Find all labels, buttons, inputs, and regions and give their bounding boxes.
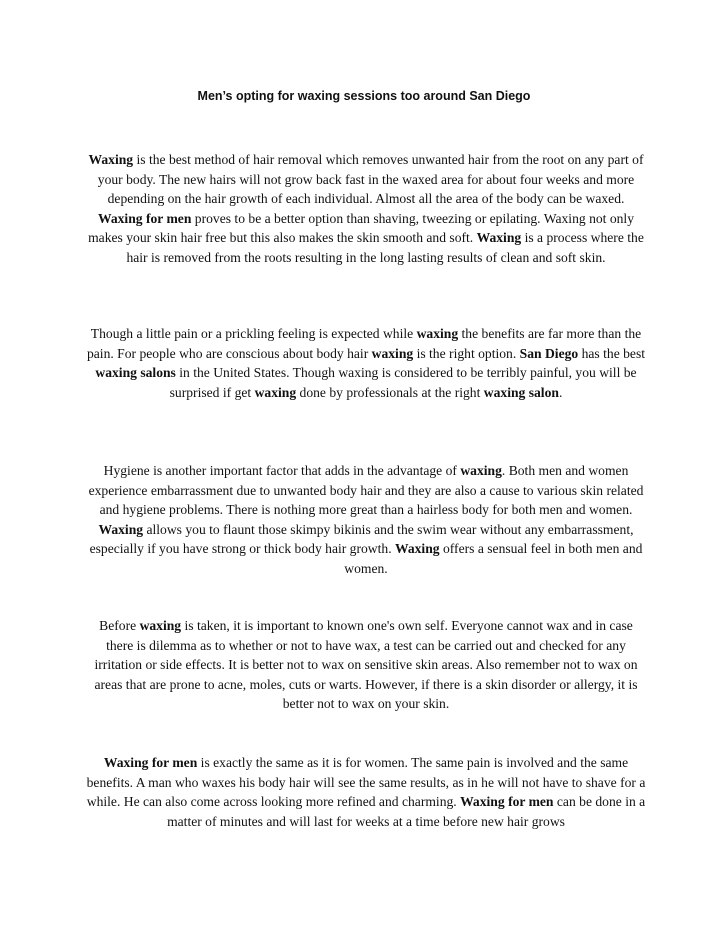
paragraph-text: . Both men and women experience embarrassment due to unwanted body hair and they are also a cause to various skin related and hygiene problems. There is nothing more great than a hairless body for both men and women. xyxy=(88,463,644,517)
paragraph-text: is exactly the same as it is for women. The same pain is involved and the same benefits. A man who waxes his body hair will see the same results, as in he will not have to shave for a while. He can also come across looking more refined and charming. xyxy=(86,755,646,809)
bold-term: waxing salons xyxy=(95,365,176,380)
bold-term: waxing xyxy=(254,384,297,400)
paragraph-text: the benefits are far more than the pain. For people who are conscious about body hair xyxy=(86,326,642,361)
paragraph-text: is a process where the hair is removed from the roots resulting in the long lasting results of clean and soft skin. xyxy=(126,230,644,265)
paragraph-waxing-method xyxy=(86,150,646,267)
bold-term: Waxing for men xyxy=(460,794,554,809)
bold-term: Waxing for men xyxy=(97,210,192,226)
paragraph-text: can be done in a matter of minutes and will last for weeks at a time before new hair grows xyxy=(167,794,646,829)
bold-term: Waxing for men xyxy=(103,755,198,770)
paragraph-pain xyxy=(86,324,646,402)
bold-term: Waxing xyxy=(88,152,134,167)
paragraph-text: is the best method of hair removal which removes unwanted hair from the root on any part of your body. The new hairs will not grow back fast in the waxed area for about four weeks and more depending on the hair growth of each individual. Almost all the area of the body can be waxed. xyxy=(97,152,644,206)
bold-term: waxing xyxy=(371,345,414,361)
bold-term: waxing salon xyxy=(483,384,559,400)
bold-term: waxing xyxy=(416,326,459,341)
bold-term: Waxing xyxy=(98,521,144,537)
paragraph-text: Before xyxy=(99,618,140,633)
paragraph-waxing-for-men xyxy=(86,753,646,831)
bold-term: San Diego xyxy=(519,345,579,361)
paragraph-text: Hygiene is another important factor that adds in the advantage of xyxy=(103,463,461,478)
paragraph-text: offers a sensual feel in both men and women. xyxy=(344,541,643,576)
paragraph-hygiene xyxy=(86,461,646,578)
document-title: Men’s opting for waxing sessions too around San Diego xyxy=(197,89,531,103)
paragraph-text: is taken, it is important to known one's own self. Everyone cannot wax and in case there is dilemma as to whether or not to have wax, a test can be carried out and checked for any irritation or side effects. It is better not to wax on sensitive skin areas. Also remember not to wax on areas that are prone to acne, moles, cuts or warts. However, if there is a skin disorder or allergy, it is better not to wax on your skin. xyxy=(94,618,638,711)
paragraph-text: proves to be a better option than shaving, tweezing or epilating. Waxing not only makes your skin hair free but this also makes the skin smooth and soft. xyxy=(88,210,635,245)
bold-term: waxing xyxy=(139,618,182,633)
paragraph-text: is the right option. xyxy=(413,345,520,361)
paragraph-text: Though a little pain or a prickling feeling is expected while xyxy=(90,326,417,341)
paragraph-before-waxing xyxy=(86,616,646,714)
paragraph-text: allows you to flaunt those skimpy bikinis and the swim wear without any embarrassment, especially if you have strong or thick body hair growth. xyxy=(89,521,634,556)
bold-term: Waxing xyxy=(476,230,522,245)
paragraph-text: has the best xyxy=(578,345,646,361)
paragraph-text: in the United States. Though waxing is considered to be terribly painful, you will be surprised if get xyxy=(169,365,637,400)
paragraph-text: . xyxy=(558,384,563,400)
paragraph-text: done by professionals at the right xyxy=(296,384,484,400)
bold-term: waxing xyxy=(460,463,502,478)
bold-term: Waxing xyxy=(395,541,440,556)
